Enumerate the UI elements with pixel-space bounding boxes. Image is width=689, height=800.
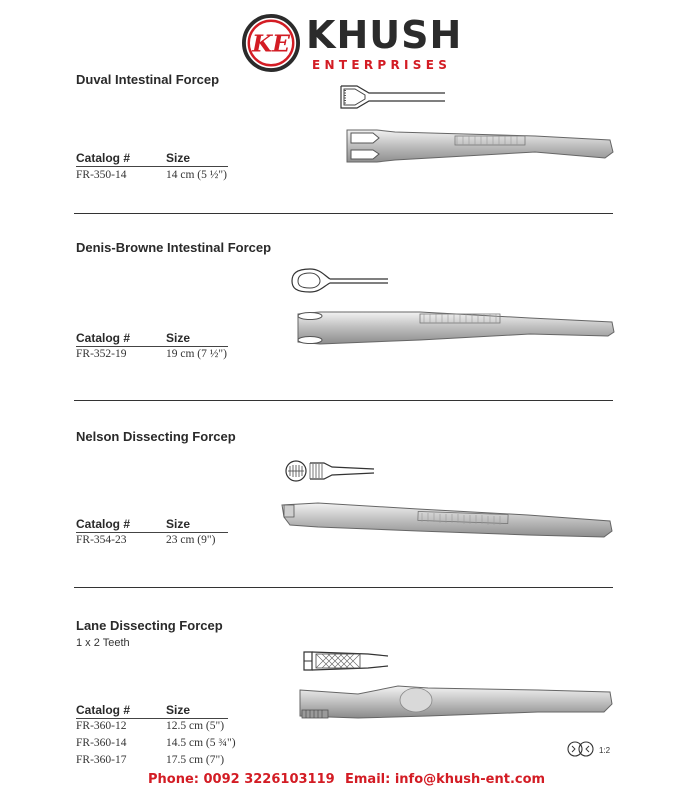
phone-contact[interactable]: Phone: 0092 3226103119 — [148, 772, 335, 787]
size-value: 14 cm (5 ½") — [166, 169, 227, 181]
catalog-row — [76, 169, 246, 183]
product-title: Lane Dissecting Forcep — [76, 618, 223, 633]
catalog-table-header — [76, 331, 228, 347]
catalog-row — [76, 348, 246, 362]
catalog-row — [76, 720, 246, 734]
size-header: Size — [166, 331, 191, 345]
size-header: Size — [166, 517, 191, 531]
logo-name: KHUSH — [306, 13, 463, 57]
catalog-header: Catalog # — [76, 703, 131, 717]
catalog-number: FR-360-12 — [76, 720, 127, 732]
size-header: Size — [166, 151, 191, 165]
catalog-row — [76, 754, 246, 768]
catalog-header: Catalog # — [76, 517, 131, 531]
catalog-header: Catalog # — [76, 151, 131, 165]
size-header: Size — [166, 703, 191, 717]
catalog-number: FR-360-17 — [76, 754, 127, 766]
product-duval — [0, 0, 689, 214]
catalog-row — [76, 534, 246, 548]
contact-footer — [0, 772, 689, 792]
size-value: 23 cm (9") — [166, 534, 216, 546]
catalog-header: Catalog # — [76, 331, 131, 345]
product-nelson — [0, 401, 689, 587]
catalog-number: FR-350-14 — [76, 169, 127, 181]
product-title: Nelson Dissecting Forcep — [76, 429, 236, 444]
size-value: 17.5 cm (7") — [166, 754, 225, 766]
catalog-number: FR-354-23 — [76, 534, 127, 546]
product-title: Duval Intestinal Forcep — [76, 72, 220, 87]
lane-forcep-illustration — [298, 646, 618, 736]
catalog-table-header — [76, 151, 228, 167]
size-value: 19 cm (7 ½") — [166, 348, 227, 360]
size-value: 14.5 cm (5 ¾") — [166, 737, 236, 749]
catalog-row — [76, 737, 246, 751]
catalog-number: FR-352-19 — [76, 348, 127, 360]
catalog-table-header — [76, 703, 228, 719]
catalog-table-header — [76, 517, 228, 533]
logo-tagline: ENTERPRISES — [312, 58, 452, 72]
scale-teeth-icon — [566, 738, 614, 760]
catalog-number: FR-360-14 — [76, 737, 127, 749]
product-lane — [0, 588, 689, 768]
size-value: 12.5 cm (5") — [166, 720, 225, 732]
denis-browne-forcep-illustration — [290, 262, 620, 352]
nelson-forcep-illustration — [278, 457, 618, 547]
scale-note: 1:2 — [599, 746, 611, 755]
duval-forcep-illustration — [335, 80, 625, 185]
product-title: Denis-Browne Intestinal Forcep — [76, 240, 272, 255]
product-denis-browne — [0, 214, 689, 400]
email-contact[interactable]: Email: info@khush-ent.com — [345, 772, 546, 787]
product-subtitle: 1 x 2 Teeth — [76, 637, 130, 649]
logo-monogram: KE — [252, 30, 290, 58]
